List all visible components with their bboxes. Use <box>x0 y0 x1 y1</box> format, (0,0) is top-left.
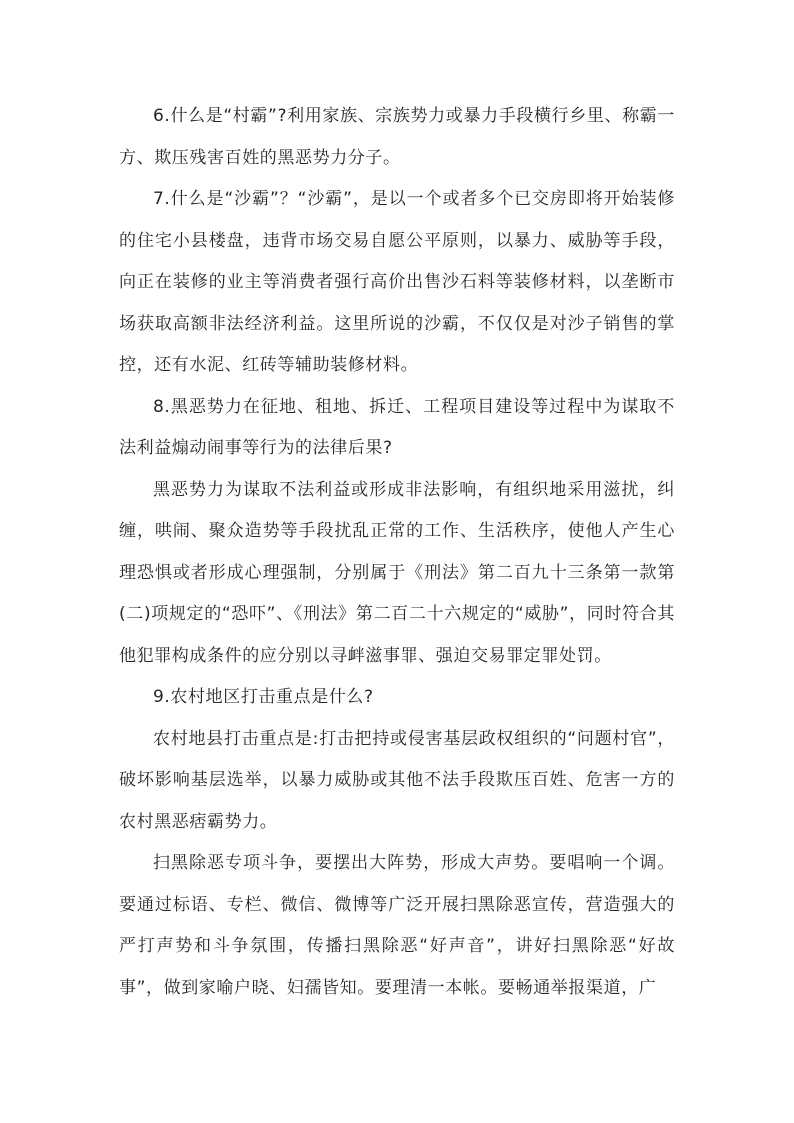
paragraph-q9: 9.农村地区打击重点是什么? <box>153 687 374 707</box>
paragraph-q6: 6.什么是“村霸”?利用家族、宗族势力或暴力手段横行乡里、称霸一方、欺压残害百姓的黑恶势力分子。 <box>119 106 675 168</box>
paragraph-a9: 农村地县打击重点是:打击把持或侵害基层政权组织的“问题村官”，破坏影响基层选举，以暴力威胁或其他不法手段欺压百姓、危害一方的农村黑恶痞霸势力。 <box>119 728 675 832</box>
paragraph-a8: 黑恶势力为谋取不法利益或形成非法影响，有组织地采用滋扰，纠缠，哄闹、聚众造势等手段扰乱正常的工作、生活秩序，使他人产生心理恐惧或者形成心理强制，分别属于《刑法》第二百九十三条第一款第(二)项规定的“恐吓”、《刑法》第二百二十六规定的“威胁”，同时符合其他犯罪构成条件的应分别以寻衅滋事罪、强迫交易罪定罪处罚。 <box>119 479 675 666</box>
paragraph-q7: 7.什么是“沙霸”？“沙霸”，是以一个或者多个已交房即将开始装修的住宅小县楼盘，违背市场交易自愿公平原则，以暴力、威胁等手段，向正在装修的业主等消费者强行高价出售沙石料等装修材料，以垄断市场获取高额非法经济利益。这里所说的沙霸，不仅仅是对沙子销售的掌控，还有水泥、红砖等辅助装修材料。 <box>119 189 675 375</box>
document-body <box>119 96 675 1009</box>
paragraph-q8: 8.黑恶势力在征地、租地、拆迁、工程项目建设等过程中为谋取不法利益煽动闹事等行为的法律后果? <box>119 396 675 458</box>
paragraph-campaign: 扫黑除恶专项斗争，要摆出大阵势，形成大声势。要唱响一个调。要通过标语、专栏、微信、微博等广泛开展扫黑除恶宣传，营造强大的严打声势和斗争氛围，传播扫黑除恶“好声音”，讲好扫黑除恶“好故事”，做到家喻户晓、妇孺皆知。要理清一本帐。要畅通举报渠道，广 <box>119 853 675 998</box>
